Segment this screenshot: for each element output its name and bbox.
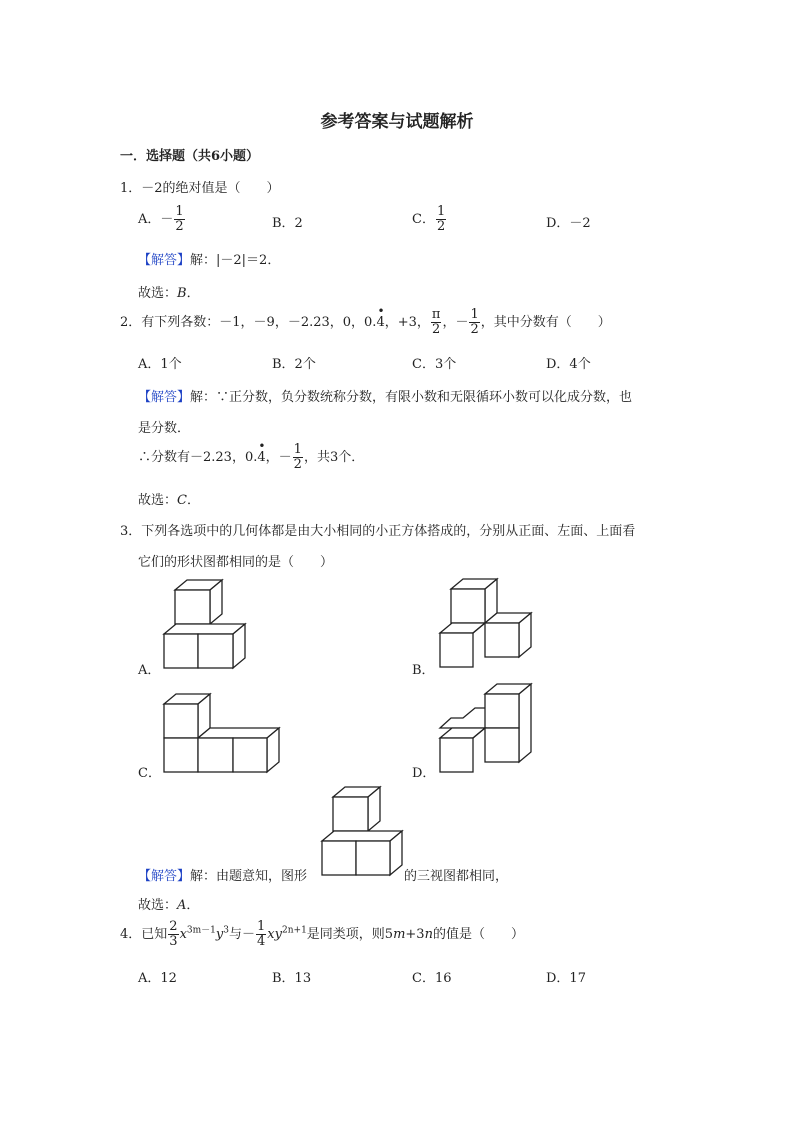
q1-option-d: D．－2 bbox=[546, 216, 591, 231]
q2-answer-line3: ∴分数有－2.23，0. • 4，－ $\frac{1}{2}$ ，共3个． bbox=[138, 439, 365, 472]
q3-stem-line2: 它们的形状图都相同的是（ ） bbox=[138, 555, 334, 570]
answer-cube-figure bbox=[318, 785, 406, 877]
q1-option-c: C． $\frac{1}{2}$ bbox=[412, 204, 446, 234]
q3-option-a-label: A． bbox=[138, 663, 161, 678]
q3-choice: 故选：A． bbox=[138, 898, 200, 913]
q1-answer: 【解答】解：|－2|＝2． bbox=[138, 253, 281, 268]
q3-answer-pre: 【解答】解：由题意知，图形 bbox=[138, 869, 308, 884]
q4-option-c: C．16 bbox=[412, 971, 452, 986]
q4-option-d: D．17 bbox=[546, 971, 586, 986]
q3-answer-post: 的三视图都相同， bbox=[404, 869, 509, 884]
q2-option-a: A．1个 bbox=[138, 357, 182, 372]
q1-option-a: A．－ $\frac{1}{2}$ bbox=[138, 204, 184, 234]
q4-option-a: A．12 bbox=[138, 971, 177, 986]
q2-answer-line1: 【解答】解：∵正分数，负分数统称分数，有限小数和无限循环小数可以化成分数，也 bbox=[138, 390, 633, 405]
q1-stem: 1．－2的绝对值是（ ） bbox=[120, 181, 280, 196]
answer-tag: 【解答】 bbox=[138, 869, 191, 884]
q3-option-d-label: D． bbox=[412, 766, 436, 781]
cube-figure-d bbox=[436, 681, 534, 775]
fraction: $\frac{1}{2}$ bbox=[436, 204, 446, 234]
answer-tag: 【解答】 bbox=[138, 253, 191, 268]
q2-choice: 故选：C． bbox=[138, 493, 200, 508]
answer-tag: 【解答】 bbox=[138, 390, 191, 405]
section-heading: 一．选择题（共6小题） bbox=[120, 149, 260, 164]
fraction: $\frac{2}{3}$ bbox=[169, 919, 178, 949]
q3-option-c-label: C． bbox=[138, 766, 161, 781]
cube-figure-b bbox=[436, 577, 534, 670]
q3-stem-line1: 3．下列各选项中的几何体都是由大小相同的小正方体搭成的，分别从正面、左面、上面看 bbox=[120, 524, 636, 539]
cube-figure-c bbox=[160, 690, 284, 776]
q4-stem: 4．已知 $\frac{2}{3}$ $x^{3m-1}y^3$与－ $\frac{1}{4}$ $xy^{2n+1}$是同类项，则5m+3n的值是（ ） bbox=[120, 919, 524, 949]
page-title: 参考答案与试题解析 bbox=[320, 112, 474, 132]
q2-option-b: B．2个 bbox=[272, 357, 316, 372]
q1-option-b: B．2 bbox=[272, 216, 303, 231]
q2-answer-line2: 是分数． bbox=[138, 421, 191, 436]
q4-option-b: B．13 bbox=[272, 971, 312, 986]
cube-figure-a bbox=[160, 578, 250, 670]
fraction: $\frac{1}{2}$ bbox=[293, 442, 302, 472]
q3-option-b-label: B． bbox=[412, 663, 435, 678]
q1-choice: 故选：B． bbox=[138, 286, 200, 301]
fraction: $\frac{1}{2}$ bbox=[470, 307, 479, 337]
q2-option-d: D．4个 bbox=[546, 357, 591, 372]
q2-option-c: C．3个 bbox=[412, 357, 457, 372]
fraction: $\frac{\pi}{2}$ bbox=[431, 307, 441, 337]
fraction: $\frac{1}{4}$ bbox=[257, 919, 266, 949]
fraction: $\frac{1}{2}$ bbox=[175, 204, 184, 234]
q2-stem: 2．有下列各数：－1，－9，－2.23，0，0. • 4，+3， $\frac{\pi}{2}$ ，－ $\frac{1}{2}$ ，其中分数有（ ） bbox=[120, 304, 611, 337]
